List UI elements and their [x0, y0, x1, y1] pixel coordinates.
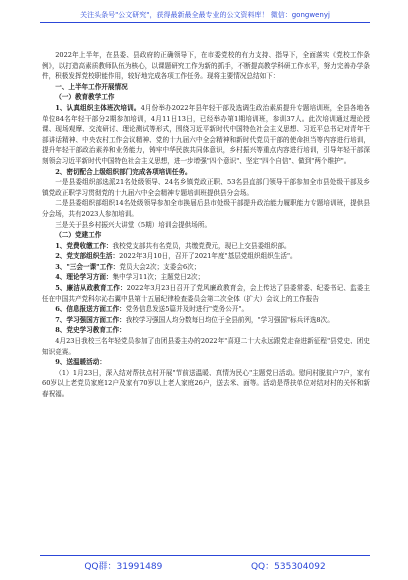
body-paragraph: 2022年上半年，在县委、县政府的正确领导下，在市委党校的有力支持、指导下，全面落实《党校工作条例》，以打造高素质教师队伍为核心，以课题研究工作为新的抓手，不断提高教学科研工作水平，努力完善办学条件，积极发挥党校职能作用，较好地完成各项工作任务。现将主要情况总结如下： — [42, 51, 370, 81]
numbered-paragraph — [42, 103, 370, 167]
paragraph-lead: 3、"三会一课"工作： — [55, 262, 120, 271]
paragraph-text: 2022年3月23日召开了党风廉政教育会，会上传达了县委常委、纪委书记、监委主任在中国共产党科尔沁右翼中县第十五届纪律检查委员会第二次全体（扩大）会议上的工作报告 — [42, 284, 370, 303]
body-paragraph: 4月23日我校三名年轻党员参加了由团县委主办的2022年"喜迎二十大永远跟党走奋进新征程"县党史、团史知识竞赛。 — [42, 337, 370, 356]
qq-contact: QQ：535304092 — [250, 562, 326, 572]
numbered-paragraph — [42, 167, 370, 178]
paragraph-lead: 1、党费收缴工作： — [55, 241, 113, 250]
section-heading: （二）党建工作 — [55, 231, 102, 240]
paragraph-lead: 6、信息报送方面工作： — [55, 305, 126, 314]
body-paragraph: 三是关于县乡村振兴大讲堂（5期）培训会提供场所。 — [55, 220, 212, 229]
body-paragraph: 二是县委组织部组织14名处级领导参加全市换届后县市处级干部提升政治能力履职能力专题培训班，提供县分会场，共有2023人参加培训。 — [42, 199, 370, 218]
document-body — [42, 50, 370, 525]
numbered-paragraph — [42, 241, 370, 252]
paragraph-lead: 1、认真组织主体班次培训。 — [55, 103, 141, 112]
numbered-paragraph — [42, 357, 370, 368]
section-heading: 一、上半年工作开展情况 — [55, 82, 128, 91]
numbered-paragraph — [42, 315, 370, 326]
paragraph-text: 我校党支部共有名党员，共缴党费元，现已上交县委组织部。 — [112, 241, 291, 250]
page-header: 关注头条号"公文研究"，获得最新最全最专业的公文资料库！ 微信：gongwenyj — [40, 10, 370, 23]
qq-group: QQ群：31991489 — [84, 562, 163, 572]
numbered-paragraph — [42, 304, 370, 315]
numbered-paragraph — [42, 262, 370, 273]
section-heading: （一）教育教学工作 — [55, 93, 115, 102]
page-footer — [40, 555, 370, 572]
numbered-paragraph — [42, 251, 370, 262]
body-paragraph: （1）1月23日，深入结对帮扶点村开展"节前送温暖、真情为民心"主题党日活动。慰问村脱贫户7户，家有60岁以上老党员家庭12户及家有70岁以上老人家庭26户，送去米、面等。活动是帮扶单位对结对村的关怀和新春祝福。 — [42, 368, 370, 398]
paragraph-text: 党员大会2次；支委会6次； — [119, 262, 201, 271]
numbered-paragraph — [42, 283, 370, 304]
body-paragraph: 一是县委组织部选派21名处级领导、24名乡镇党政正职、53名县直部门领导干部参加全市县处级干部及乡镇党政正职学习贯彻党的十九届六中全会精神专题培训班提供县分会场。 — [42, 178, 370, 197]
paragraph-text: 我校学习强国人均分数每日均位于全县前列，"学习强国"标兵评选8次。 — [125, 315, 334, 324]
numbered-paragraph — [42, 272, 370, 283]
paragraph-text: 集中学习11次；主题党日2次； — [112, 273, 205, 282]
paragraph-lead: 2、密切配合上级组织部门完成各项培训任务。 — [55, 167, 192, 176]
paragraph-lead: 8、党史学习教育工作： — [55, 326, 126, 335]
numbered-paragraph — [42, 325, 370, 336]
paragraph-lead: 9、送温暖活动： — [55, 358, 106, 367]
paragraph-text: 2022年3月10日，召开了2021年度"基层党组织组织生活"。 — [119, 252, 297, 261]
paragraph-text: 4月份举办2022年县年轻干部及选调生政治素质提升专题培训班，全县各地各单位84名年轻干部分2期参加培训，4月11日13日，已经举办第1期培训班，参训37人。此次培训通过理论授课、现场观摩、交流研讨、理论测试等形式，围绕习近平新时代中国特色社会主义思想、习近平总书记对青年干部讲话精神、中央农村工作会议精神、党的十九届六中全会精神和新时代党员干部的使命担当等内容进行培训，提升年轻干部政治素养和业务能力，铸牢中华民族共同体意识，乡村振兴等重点内容进行培训，引导年轻干部深刻领会习近平新时代中国特色社会主义思想，进一步增强"四个意识"、坚定"四个自信"、做到"两个维护"。 — [42, 103, 370, 165]
paragraph-lead: 5、廉洁从政教育工作： — [55, 284, 127, 293]
paragraph-text: 党务信息发送5篇并及时进行"党务公开"。 — [125, 305, 249, 314]
paragraph-lead: 2、党支部组织生活： — [55, 252, 120, 261]
paragraph-lead: 7、学习强国方面工作： — [55, 315, 126, 324]
paragraph-lead: 4、理论学习方面： — [55, 273, 113, 282]
